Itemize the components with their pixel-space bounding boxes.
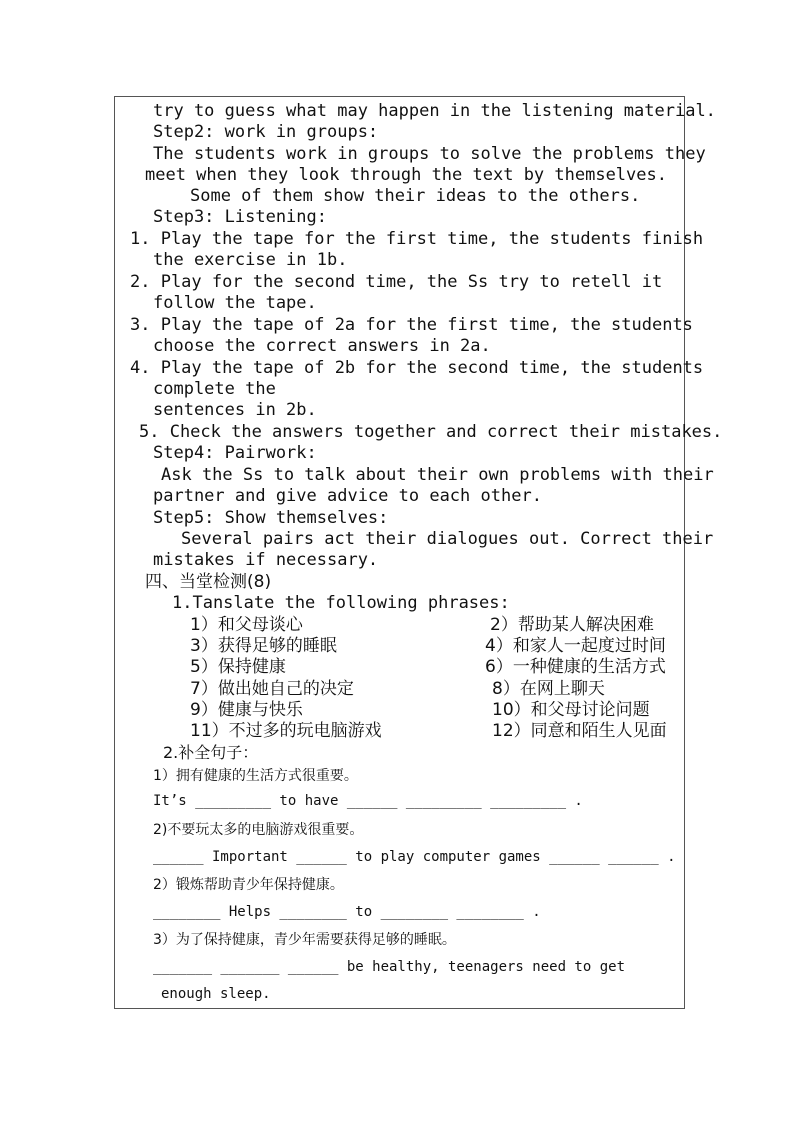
phrase-item: 7）做出她自己的决定 [190,679,354,699]
list-item: 2. Play for the second time, the Ss try to retell it [130,272,663,292]
phrase-item: 5）保持健康 [190,657,286,677]
question-cn: 2)不要玩太多的电脑游戏很重要。 [153,822,364,838]
phrase-item: 2）帮助某人解决困难 [490,615,654,635]
phrase-item: 6）一种健康的生活方式 [485,657,666,677]
list-item: 3. Play the tape of 2a for the first time, the students [130,315,693,335]
text-line: mistakes if necessary. [153,550,379,570]
exercise-title: 1.Tanslate the following phrases: [172,593,510,613]
phrase-item: 10）和父母讨论问题 [492,700,650,720]
step2-heading: Step2: work in groups: [153,122,379,142]
text-line: partner and give advice to each other. [153,486,542,506]
text-line: sentences in 2b. [153,400,317,420]
list-item: 4. Play the tape of 2b for the second time, the students [130,358,704,378]
text-line: The students work in groups to solve the problems they [153,144,706,164]
text-line: choose the correct answers in 2a. [153,336,491,356]
phrase-item: 8）在网上聊天 [492,679,605,699]
question-cn: 1）拥有健康的生活方式很重要。 [153,768,358,784]
question-en: ________ Helps ________ to ________ ________ . [153,904,541,920]
text-line: try to guess what may happen in the listening material. [153,101,716,121]
question-en: enough sleep. [161,986,271,1002]
text-line: the exercise in 1b. [153,250,348,270]
phrase-item: 3）获得足够的睡眠 [190,636,337,656]
step3-heading: Step3: Listening: [153,207,327,227]
phrase-item: 12）同意和陌生人见面 [492,721,667,741]
list-item: 5. Check the answers together and correct their mistakes. [139,422,723,442]
section-heading: 四、当堂检测(8) [145,572,272,592]
question-cn: 2）锻炼帮助青少年保持健康。 [153,877,344,893]
question-cn: 3）为了保持健康，青少年需要获得足够的睡眠。 [153,932,456,948]
phrase-item: 4）和家人一起度过时间 [485,636,666,656]
question-en: _______ _______ ______ be healthy, teenagers need to get [153,959,626,975]
list-item: 1. Play the tape for the first time, the students finish [130,229,704,249]
text-line: complete the [153,379,276,399]
text-line: Ask the Ss to talk about their own problems with their [161,465,714,485]
step5-heading: Step5: Show themselves: [153,508,389,528]
text-line: follow the tape. [153,293,317,313]
text-line: Some of them show their ideas to the others. [190,186,641,206]
text-line: meet when they look through the text by themselves. [145,165,667,185]
phrase-item: 9）健康与快乐 [190,700,303,720]
step4-heading: Step4: Pairwork: [153,443,317,463]
question-en: ______ Important ______ to play computer games ______ ______ . [153,849,676,865]
phrase-item: 11）不过多的玩电脑游戏 [190,721,382,741]
phrase-item: 1）和父母谈心 [190,615,303,635]
exercise-title: 2.补全句子： [163,743,259,762]
text-line: Several pairs act their dialogues out. Correct their [181,529,714,549]
question-en: It’s _________ to have ______ _________ _________ . [153,793,583,809]
